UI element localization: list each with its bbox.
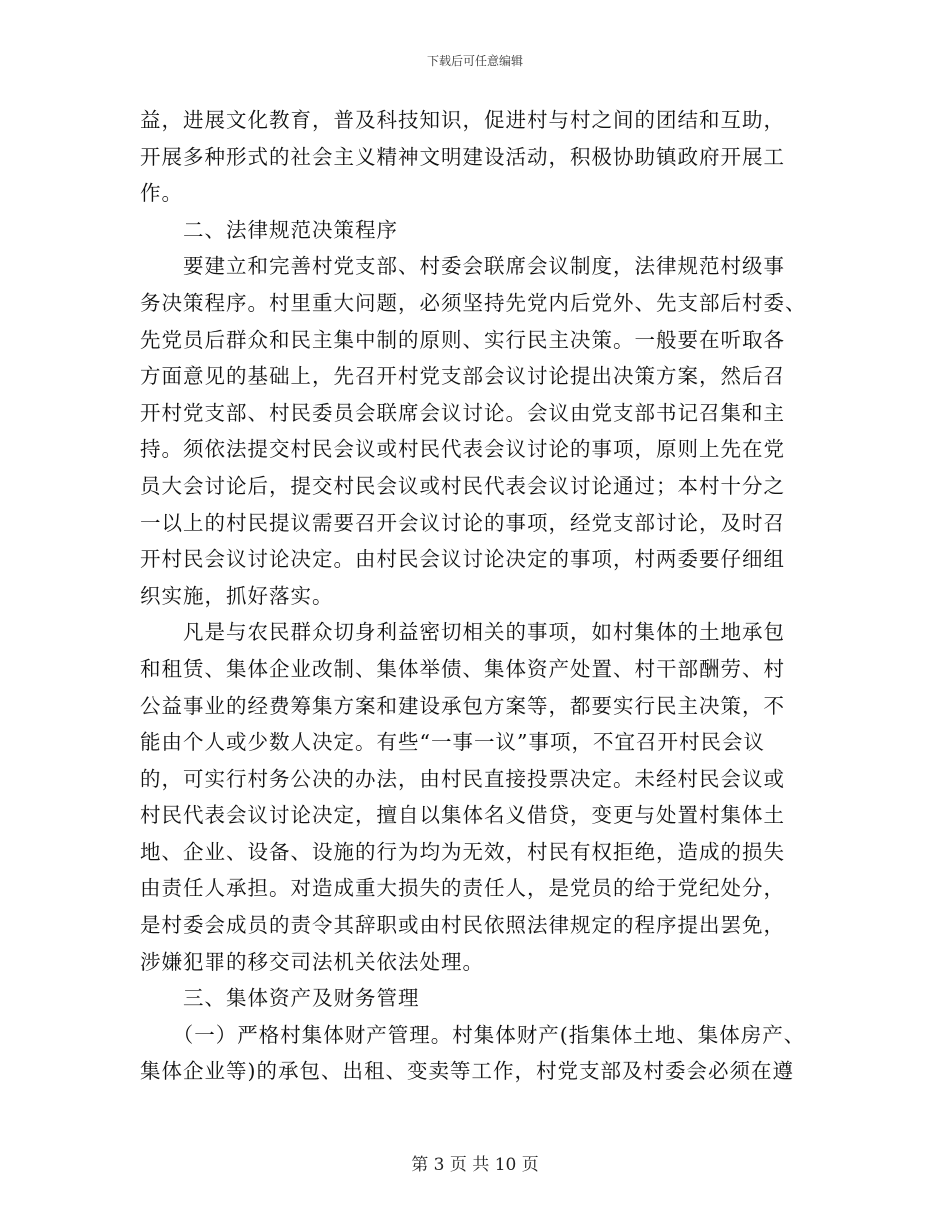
- section-heading: 三、集体资产及财务管理: [140, 986, 420, 1011]
- text-line: 是村委会成员的责令其辞职或由村民依照法律规定的程序提出罢免，: [140, 913, 785, 938]
- text-line: 凡是与农民群众切身利益密切相关的事项，如村集体的土地承包: [140, 620, 785, 645]
- text-line: 员大会讨论后，提交村民会议或村民代表会议讨论通过；本村十分之: [140, 473, 785, 498]
- page-number: 第 3 页 共 10 页: [411, 1155, 539, 1175]
- text-line: 织实施，抓好落实。: [140, 583, 334, 608]
- text-line: 先党员后群众和民主集中制的原则、实行民主决策。一般要在听取各: [140, 327, 785, 352]
- document-body: [140, 102, 830, 1090]
- text-line: （一）严格村集体财产管理。村集体财产(指集体土地、集体房产、: [140, 1022, 806, 1047]
- section-heading: 二、法律规范决策程序: [140, 217, 398, 242]
- text-line: 要建立和完善村党支部、村委会联席会议制度，法律规范村级事: [140, 254, 785, 279]
- text-line: 作。: [140, 181, 183, 206]
- text-line: 开村党支部、村民委员会联席会议讨论。会议由党支部书记召集和主: [140, 400, 785, 425]
- text-line: 益，进展文化教育，普及科技知识，促进村与村之间的团结和互助，: [140, 108, 785, 132]
- page-header: 下载后可任意编辑: [426, 54, 523, 68]
- text-line: 的，可实行村务公决的办法，由村民直接投票决定。未经村民会议或: [140, 766, 785, 791]
- text-line: 一以上的村民提议需要召开会议讨论的事项，经党支部讨论，及时召: [140, 510, 785, 535]
- text-line: 务决策程序。村里重大问题，必须坚持先党内后党外、先支部后村委、: [140, 290, 807, 315]
- text-line: 地、企业、设备、设施的行为均为无效，村民有权拒绝，造成的损失: [140, 839, 785, 864]
- text-line: 开展多种形式的社会主义精神文明建设活动，积极协助镇政府开展工: [140, 144, 785, 169]
- text-line: 持。须依法提交村民会议或村民代表会议讨论的事项，原则上先在党: [140, 437, 785, 462]
- text-line: 方面意见的基础上，先召开村党支部会议讨论提出决策方案，然后召: [140, 364, 785, 389]
- text-line: 和租赁、集体企业改制、集体举债、集体资产处置、村干部酬劳、村: [140, 656, 785, 681]
- text-line: 能由个人或少数人决定。有些“一事一议”事项，不宜召开村民会议: [140, 730, 765, 755]
- text-line: 由责任人承担。对造成重大损失的责任人，是党员的给于党纪处分，: [140, 876, 785, 901]
- text-line: 公益事业的经费筹集方案和建设承包方案等，都要实行民主决策，不: [140, 693, 785, 718]
- text-line: 村民代表会议讨论决定，擅自以集体名义借贷，变更与处置村集体土: [140, 803, 785, 828]
- text-line: 集体企业等)的承包、出租、变卖等工作，村党支部及村委会必须在遵: [140, 1059, 794, 1084]
- text-line: 涉嫌犯罪的移交司法机关依法处理。: [140, 949, 484, 974]
- text-line: 开村民会议讨论决定。由村民会议讨论决定的事项，村两委要仔细组: [140, 547, 785, 572]
